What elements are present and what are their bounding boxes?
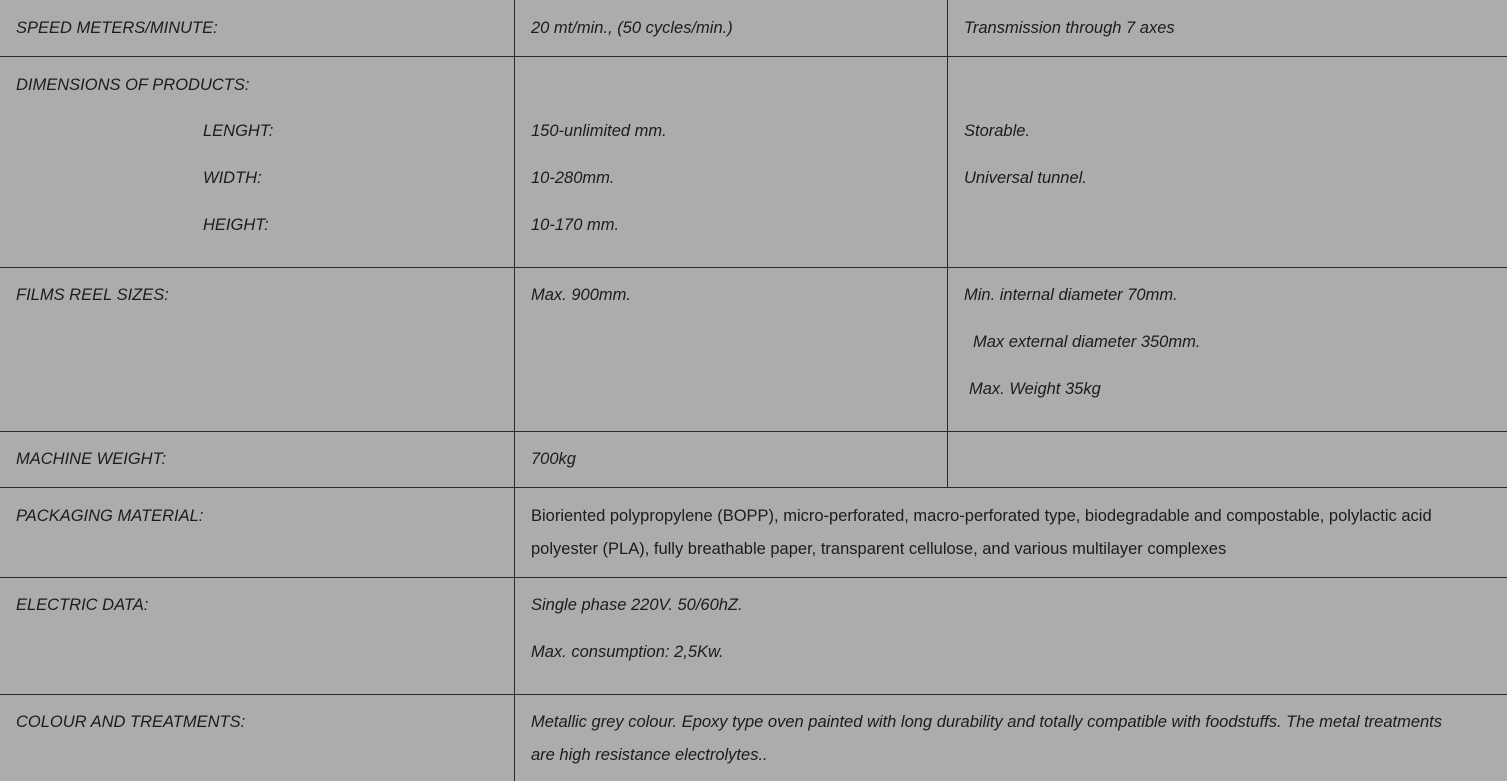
speed-value: 20 mt/min., (50 cycles/min.) <box>531 19 733 37</box>
speed-label-cell <box>0 0 514 56</box>
colour-label: COLOUR AND TREATMENTS: <box>16 713 246 731</box>
row-packaging <box>0 488 1507 578</box>
electric-label-cell <box>0 578 514 694</box>
electric-label: ELECTRIC DATA: <box>16 596 149 614</box>
height-value: 10-170 mm. <box>531 216 620 234</box>
weight-value-cell <box>514 432 947 487</box>
packaging-value: Bioriented polypropylene (BOPP), micro-perforated, macro-perforated type, biodegradable and compostable, polylactic acid polyester (PLA), fully breathable paper, transparent cellulose, and various multilayer complexes <box>531 507 1432 558</box>
length-value: 150-unlimited mm. <box>531 122 667 140</box>
packaging-label: PACKAGING MATERIAL: <box>16 507 204 525</box>
speed-note: Transmission through 7 axes <box>964 19 1175 37</box>
films-note-internal: Min. internal diameter 70mm. <box>964 286 1178 304</box>
width-label: WIDTH: <box>203 169 262 187</box>
speed-label: SPEED METERS/MINUTE: <box>16 19 218 37</box>
films-value-cell <box>514 268 947 431</box>
row-weight <box>0 432 1507 488</box>
length-label: LENGHT: <box>203 122 274 140</box>
row-electric <box>0 578 1507 695</box>
films-note-external: Max external diameter 350mm. <box>973 333 1201 351</box>
electric-consumption: Max. consumption: 2,5Kw. <box>531 643 724 661</box>
dimensions-label: DIMENSIONS OF PRODUCTS: <box>16 76 250 94</box>
electric-value-cell <box>514 578 1507 694</box>
row-colour <box>0 695 1507 781</box>
films-note-weight: Max. Weight 35kg <box>969 380 1101 398</box>
weight-note-cell <box>947 432 1507 487</box>
row-dimensions <box>0 57 1507 268</box>
length-note: Storable. <box>964 122 1031 140</box>
packaging-label-cell <box>0 488 514 577</box>
colour-value-cell <box>514 695 1507 781</box>
colour-label-cell <box>0 695 514 781</box>
packaging-value-cell <box>514 488 1507 577</box>
row-speed <box>0 0 1507 57</box>
colour-value: Metallic grey colour. Epoxy type oven painted with long durability and totally compatible with foodstuffs. The metal treatments are high resistance electrolytes.. <box>531 713 1443 764</box>
speed-note-cell <box>947 0 1507 56</box>
electric-voltage: Single phase 220V. 50/60hZ. <box>531 596 743 614</box>
dimensions-label-cell <box>0 57 514 267</box>
films-note-cell <box>947 268 1507 431</box>
dimensions-note-cell <box>947 57 1507 267</box>
weight-value: 700kg <box>531 450 576 468</box>
width-note: Universal tunnel. <box>964 169 1087 187</box>
dimensions-value-cell <box>514 57 947 267</box>
films-label: FILMS REEL SIZES: <box>16 286 169 304</box>
weight-label: MACHINE WEIGHT: <box>16 450 167 468</box>
row-films <box>0 268 1507 432</box>
height-label: HEIGHT: <box>203 216 269 234</box>
films-label-cell <box>0 268 514 431</box>
weight-label-cell <box>0 432 514 487</box>
width-value: 10-280mm. <box>531 169 615 187</box>
speed-value-cell <box>514 0 947 56</box>
films-value: Max. 900mm. <box>531 286 631 304</box>
